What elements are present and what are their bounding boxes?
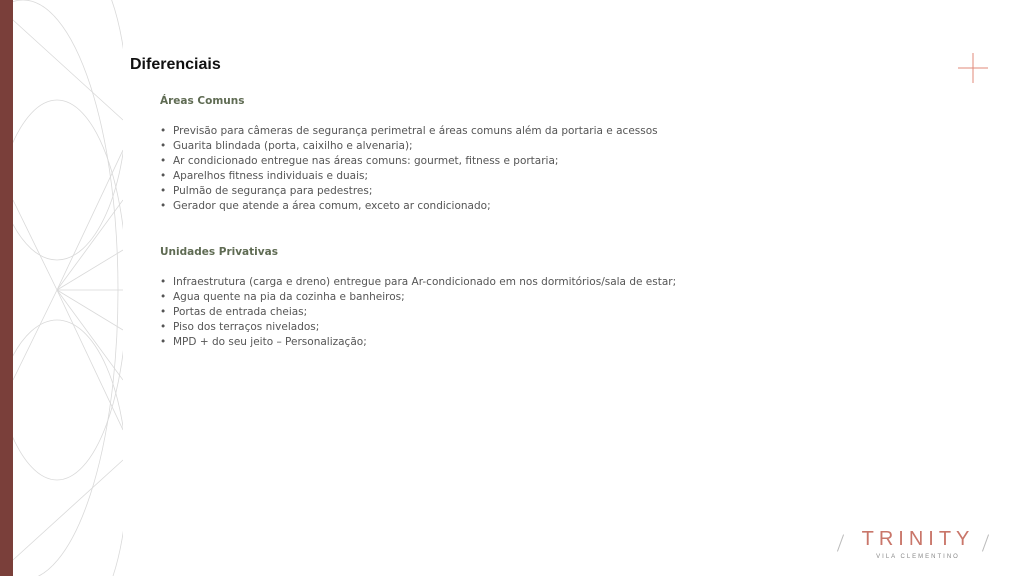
bullet-list — [160, 124, 860, 214]
section-heading: Áreas Comuns — [160, 95, 245, 107]
list-item: • Ar condicionado entregue nas áreas comuns: gourmet, fitness e portaria; — [160, 154, 860, 169]
list-item: • Aparelhos fitness individuais e duais; — [160, 169, 860, 184]
page-title: Diferenciais — [130, 56, 221, 73]
bullet-list — [160, 275, 860, 350]
section-unidades-privativas — [160, 245, 860, 350]
list-item: • Portas de entrada cheias; — [160, 305, 860, 320]
left-accent-bar — [0, 0, 13, 576]
list-item: • Gerador que atende a área comum, exceto ar condicionado; — [160, 199, 860, 214]
decorative-line-pattern — [13, 0, 123, 576]
logo-slash-left — [837, 534, 844, 551]
logo-subtitle: VILA CLEMENTINO — [876, 554, 960, 560]
list-item: • Piso dos terraços nivelados; — [160, 320, 860, 335]
trinity-logo — [830, 528, 990, 568]
section-areas-comuns — [160, 94, 860, 214]
list-item: • Pulmão de segurança para pedestres; — [160, 184, 860, 199]
list-item: • Previsão para câmeras de segurança perimetral e áreas comuns além da portaria e acessos — [160, 124, 860, 139]
logo-wordmark: TRINITY — [861, 528, 975, 550]
list-item: • Guarita blindada (porta, caixilho e alvenaria); — [160, 139, 860, 154]
list-item: • Infraestrutura (carga e dreno) entregue para Ar-condicionado em nos dormitórios/sala de estar; — [160, 275, 860, 290]
section-heading: Unidades Privativas — [160, 246, 278, 258]
content-area — [160, 94, 860, 350]
plus-icon — [958, 53, 988, 83]
list-item: • MPD + do seu jeito – Personalização; — [160, 335, 860, 350]
list-item: • Agua quente na pia da cozinha e banheiros; — [160, 290, 860, 305]
